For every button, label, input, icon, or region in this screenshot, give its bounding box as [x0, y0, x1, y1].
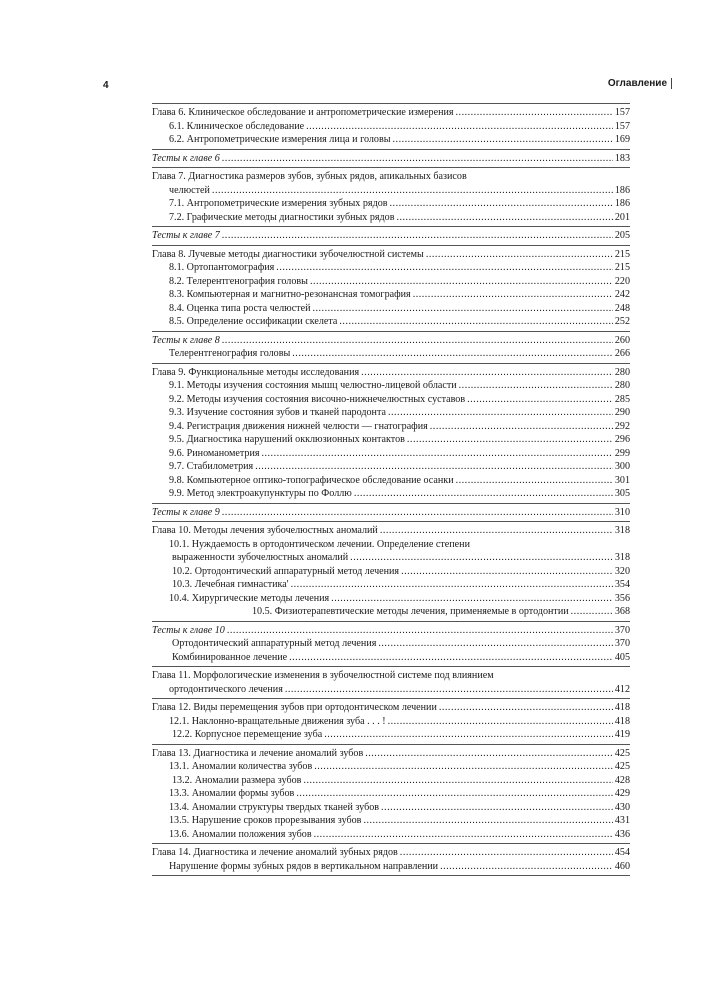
dot-leader — [227, 624, 613, 638]
toc-entry-page: 301 — [614, 474, 630, 486]
toc-entry-page: 356 — [614, 592, 630, 604]
dot-leader — [212, 184, 613, 198]
dot-leader — [312, 302, 612, 316]
dot-leader — [222, 334, 613, 348]
toc-entry-title: 13.6. Аномалии положения зубов — [169, 828, 312, 840]
toc-entry[interactable] — [152, 211, 630, 225]
dot-leader — [296, 787, 613, 801]
dot-leader — [456, 106, 613, 120]
toc-entry[interactable] — [152, 474, 630, 488]
toc-entry-title: 10.5. Физиотерапевтические методы лечения, применяемые в ортодонтии — [252, 606, 569, 617]
toc-entry-title: ортодонтического лечения — [169, 683, 283, 695]
toc-entry[interactable] — [152, 366, 630, 380]
dot-leader — [401, 565, 613, 579]
toc-entry-title: 7.1. Антропометрические измерения зубных рядов — [169, 198, 388, 209]
toc-entry-page: 205 — [614, 230, 630, 241]
toc-entry-page: 370 — [614, 638, 630, 649]
toc-entry-page: 280 — [614, 366, 630, 378]
toc-entry-page: 169 — [614, 134, 630, 145]
toc-entry-title: Нарушение формы зубных рядов в вертикальном направлении — [169, 860, 439, 872]
toc-entry-title: Глава 13. Диагностика и лечение аномалий зубов — [152, 747, 364, 759]
toc-entry-title: 6.2. Антропометрические измерения лица и головы — [169, 134, 391, 145]
toc-entry-title: 10.4. Хирургические методы лечения — [169, 592, 330, 604]
toc-entry[interactable] — [152, 669, 630, 683]
toc-entry-page: 320 — [614, 565, 630, 577]
dot-leader — [292, 347, 613, 361]
toc-entry-page: 412 — [614, 683, 630, 695]
toc-entry[interactable] — [152, 814, 630, 828]
dot-leader — [222, 229, 613, 243]
toc-entry-page: 354 — [614, 579, 630, 590]
toc-entry[interactable] — [152, 860, 630, 874]
toc-entry[interactable] — [152, 152, 630, 166]
dot-leader — [314, 828, 613, 842]
toc-entry-title: 9.5. Диагностика нарушений окклюзионных контактов — [169, 434, 405, 445]
toc-entry[interactable] — [152, 393, 630, 407]
toc-entry[interactable] — [152, 420, 630, 434]
toc-entry-title: Тесты к главе 6 — [152, 152, 220, 164]
toc-section — [152, 503, 630, 522]
toc-entry-page: 252 — [614, 316, 630, 327]
toc-entry-title: 10.1. Нуждаемость в ортодонтическом лечении. Определение степени — [169, 538, 470, 550]
toc-section — [152, 621, 630, 667]
toc-entry-page: 454 — [614, 847, 630, 858]
toc-entry-title: Глава 9. Функциональные методы исследования — [152, 366, 360, 378]
toc-entry[interactable] — [152, 379, 630, 393]
dot-leader — [222, 506, 613, 520]
dot-leader — [430, 420, 613, 434]
toc-entry-page: 280 — [614, 380, 630, 391]
toc-entry-title: 6.1. Клиническое обследование — [169, 120, 305, 132]
toc-entry-page: 419 — [614, 729, 630, 740]
dot-leader — [285, 683, 613, 697]
toc-entry-title: 8.4. Оценка типа роста челюстей — [169, 302, 311, 314]
toc-entry-title: 9.8. Компьютерное оптико-топографическое обследование осанки — [169, 474, 454, 486]
toc-section — [152, 103, 630, 149]
dot-leader — [324, 728, 613, 742]
toc-entry-title: 13.5. Нарушение сроков прорезывания зубов — [169, 815, 362, 826]
toc-entry-page: 157 — [614, 120, 630, 132]
toc-entry-page: 428 — [614, 774, 630, 786]
dot-leader — [291, 578, 613, 592]
toc-entry[interactable] — [152, 605, 630, 619]
toc-entry[interactable] — [152, 406, 630, 420]
toc-section — [152, 245, 630, 331]
toc-section — [152, 363, 630, 503]
dot-leader — [413, 288, 613, 302]
toc-entry-page: 292 — [614, 420, 630, 432]
toc-section — [152, 167, 630, 226]
toc-entry-page: 405 — [614, 651, 630, 663]
toc-entry-title: 9.6. Риноманометрия — [169, 447, 260, 459]
toc-entry-page: 215 — [614, 248, 630, 260]
toc-entry-title: 12.2. Корпусное перемещение зуба — [172, 729, 323, 740]
dot-leader — [289, 651, 613, 665]
dot-leader — [571, 605, 613, 619]
toc-entry-page: 310 — [614, 506, 630, 518]
toc-entry[interactable] — [152, 578, 630, 592]
toc-entry-title: Комбинированное лечение — [172, 651, 288, 663]
toc-entry-page: 220 — [614, 275, 630, 287]
dot-leader — [261, 447, 612, 461]
running-title: Оглавление — [608, 78, 672, 89]
dot-leader — [331, 592, 613, 606]
toc-entry[interactable] — [152, 487, 630, 501]
toc-entry[interactable] — [152, 747, 630, 761]
toc-entry-title: Глава 8. Лучевые методы диагностики зубочелюстной системы — [152, 248, 424, 260]
toc-entry[interactable] — [152, 760, 630, 774]
toc-entry[interactable] — [152, 651, 630, 665]
toc-section — [152, 331, 630, 363]
dot-leader — [456, 474, 613, 488]
toc-entry-page: 460 — [614, 860, 630, 872]
toc-entry[interactable] — [152, 106, 630, 120]
toc-entry[interactable] — [152, 538, 630, 552]
toc-entry-page: 290 — [614, 407, 630, 418]
toc-entry-title: Глава 12. Виды перемещения зубов при ортодонтическом лечении — [152, 702, 437, 713]
dot-leader — [339, 315, 612, 329]
dot-leader — [378, 637, 613, 651]
toc-entry[interactable] — [152, 787, 630, 801]
dot-leader — [310, 275, 613, 289]
toc-entry[interactable] — [152, 701, 630, 715]
dot-leader — [459, 379, 613, 393]
toc-entry[interactable] — [152, 288, 630, 302]
toc-entry[interactable] — [152, 347, 630, 361]
toc-section — [152, 521, 630, 621]
toc-entry[interactable] — [152, 828, 630, 842]
toc-section — [152, 843, 630, 876]
toc-entry[interactable] — [152, 524, 630, 538]
toc-entry-title: 10.2. Ортодонтический аппаратурный метод лечения — [172, 565, 400, 577]
toc-entry-page: 157 — [614, 107, 630, 118]
toc-entry-page: 266 — [614, 348, 630, 359]
toc-entry-page: 370 — [614, 624, 630, 636]
toc-entry-title: 13.3. Аномалии формы зубов — [169, 788, 295, 799]
toc-entry[interactable] — [152, 170, 630, 184]
dot-leader — [440, 860, 613, 874]
toc-entry[interactable] — [152, 261, 630, 275]
toc-entry[interactable] — [152, 637, 630, 651]
toc-section — [152, 744, 630, 844]
toc-section — [152, 698, 630, 744]
toc-entry-title: Телерентгенография головы — [169, 348, 291, 359]
toc-entry-title: челюстей — [169, 184, 210, 196]
toc-entry[interactable] — [152, 184, 630, 198]
toc-entry-page: 430 — [614, 801, 630, 813]
toc-entry[interactable] — [152, 624, 630, 638]
dot-leader — [365, 747, 613, 761]
dot-leader — [381, 801, 613, 815]
toc-entry-title: 9.2. Методы изучения состояния височно-нижнечелюстных суставов — [169, 393, 466, 405]
toc-entry-page: 305 — [614, 488, 630, 499]
toc-entry-title: 10.3. Лечебная гимнастика' — [172, 579, 289, 590]
toc-entry-title: выраженности зубочелюстных аномалий — [172, 552, 349, 563]
toc-entry[interactable] — [152, 334, 630, 348]
dot-leader — [380, 524, 613, 538]
toc-entry[interactable] — [152, 683, 630, 697]
toc-entry-title: 13.1. Аномалии количества зубов — [169, 761, 313, 772]
dot-leader — [388, 715, 613, 729]
toc-entry[interactable] — [152, 229, 630, 243]
toc-entry-page: 318 — [614, 552, 630, 563]
toc-entry-title: Тесты к главе 8 — [152, 334, 220, 346]
toc-entry-title: 9.4. Регистрация движения нижней челюсти — гнатография — [169, 420, 428, 432]
toc-entry[interactable] — [152, 715, 630, 729]
toc-entry-title: 13.4. Аномалии структуры твердых тканей зубов — [169, 801, 380, 813]
dot-leader — [400, 846, 613, 860]
toc-entry-page: 425 — [614, 761, 630, 772]
dot-leader — [314, 760, 613, 774]
toc-entry-page: 368 — [614, 606, 630, 617]
toc-entry[interactable] — [152, 728, 630, 742]
toc-entry-page: 431 — [614, 815, 630, 826]
toc-entry-page: 296 — [614, 434, 630, 445]
toc-entry-title: 12.1. Наклонно-вращательные движения зуба . . . ! — [169, 715, 386, 727]
toc-entry-title: Тесты к главе 9 — [152, 506, 220, 518]
page-number: 4 — [103, 80, 109, 91]
dot-leader — [467, 393, 613, 407]
toc-entry-title: 9.9. Метод электроакупунктуры по Фоллю — [169, 488, 352, 499]
toc-entry-title: Глава 10. Методы лечения зубочелюстных аномалий — [152, 525, 378, 536]
toc-entry-title: Глава 6. Клиническое обследование и антропометрические измерения — [152, 107, 454, 118]
dot-leader — [439, 701, 613, 715]
toc-section — [152, 666, 630, 698]
toc-entry[interactable] — [152, 315, 630, 329]
toc-entry-title: 13.2. Аномалии размера зубов — [172, 774, 302, 786]
toc-entry-page: 186 — [614, 184, 630, 196]
toc-entry[interactable] — [152, 846, 630, 860]
toc-entry-page: 183 — [614, 152, 630, 164]
toc-entry[interactable] — [152, 592, 630, 606]
toc-entry[interactable] — [152, 506, 630, 520]
dot-leader — [306, 120, 613, 134]
toc-entry-title: Тесты к главе 10 — [152, 624, 225, 636]
toc-entry[interactable] — [152, 774, 630, 788]
dot-leader — [388, 406, 613, 420]
toc-entry-title: 9.3. Изучение состояния зубов и тканей пародонта — [169, 407, 386, 418]
toc-entry-page: 418 — [614, 715, 630, 727]
dot-leader — [361, 366, 613, 380]
toc-entry[interactable] — [152, 447, 630, 461]
toc-entry[interactable] — [152, 433, 630, 447]
toc-entry-title: 8.3. Компьютерная и магнитно-резонансная томография — [169, 289, 411, 300]
toc-entry-page: 242 — [614, 289, 630, 300]
table-of-contents — [152, 103, 630, 876]
toc-entry[interactable] — [152, 801, 630, 815]
toc-entry-page: 215 — [614, 262, 630, 273]
toc-entry-page: 186 — [614, 198, 630, 209]
toc-section — [152, 149, 630, 168]
dot-leader — [255, 460, 613, 474]
toc-entry-page: 299 — [614, 447, 630, 459]
dot-leader — [426, 248, 613, 262]
dot-leader — [354, 487, 613, 501]
toc-entry[interactable] — [152, 248, 630, 262]
toc-entry[interactable] — [152, 551, 630, 565]
toc-entry-page: 318 — [614, 525, 630, 536]
toc-entry-title: 8.5. Определение оссификации скелета — [169, 316, 338, 327]
toc-entry-page: 429 — [614, 788, 630, 799]
dot-leader — [393, 133, 613, 147]
toc-entry-page: 248 — [614, 302, 630, 314]
toc-entry-title: 9.7. Стабилометрия — [169, 461, 254, 472]
toc-entry-title: 8.2. Телерентгенография головы — [169, 275, 308, 287]
toc-entry-page: 260 — [614, 334, 630, 346]
dot-leader — [350, 551, 613, 565]
dot-leader — [390, 197, 613, 211]
toc-entry-title: Тесты к главе 7 — [152, 230, 220, 241]
dot-leader — [303, 774, 612, 788]
toc-entry-title: Ортодонтический аппаратурный метод лечения — [172, 638, 377, 649]
dot-leader — [276, 261, 613, 275]
toc-entry[interactable] — [152, 275, 630, 289]
toc-entry-title: 7.2. Графические методы диагностики зубных рядов — [169, 211, 395, 223]
toc-entry[interactable] — [152, 565, 630, 579]
toc-entry-title: Глава 7. Диагностика размеров зубов, зубных рядов, апикальных базисов — [152, 171, 467, 182]
toc-entry-page: 285 — [614, 393, 630, 405]
toc-entry-page: 425 — [614, 747, 630, 759]
toc-entry[interactable] — [152, 460, 630, 474]
toc-entry-title: Глава 11. Морфологические изменения в зубочелюстной системе под влиянием — [152, 670, 494, 681]
dot-leader — [407, 433, 613, 447]
toc-entry-page: 201 — [614, 211, 630, 223]
toc-entry-title: 8.1. Ортопантомография — [169, 262, 275, 273]
toc-entry-page: 418 — [614, 702, 630, 713]
dot-leader — [222, 152, 613, 166]
dot-leader — [363, 814, 612, 828]
dot-leader — [396, 211, 612, 225]
toc-section — [152, 226, 630, 245]
toc-entry-page: 300 — [614, 461, 630, 472]
toc-entry[interactable] — [152, 120, 630, 134]
toc-entry[interactable] — [152, 197, 630, 211]
toc-entry-title: Глава 14. Диагностика и лечение аномалий зубных рядов — [152, 847, 398, 858]
toc-entry[interactable] — [152, 133, 630, 147]
toc-entry-title: 9.1. Методы изучения состояния мышц челюстно-лицевой области — [169, 380, 457, 391]
toc-entry[interactable] — [152, 302, 630, 316]
toc-entry-page: 436 — [614, 828, 630, 840]
